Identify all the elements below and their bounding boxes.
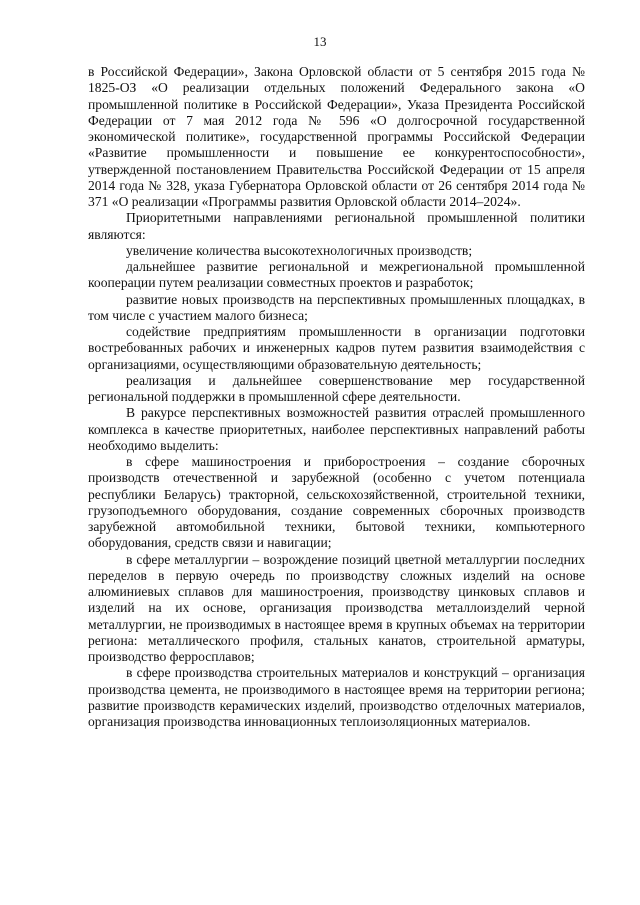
document-body <box>88 64 585 730</box>
list-item-metallurgy: в сфере металлургии – возрождение позиций цветной металлургии последних переделов в первую очередь по производству сложных изделий на основе алюминиевых сплавов для машиностроения, производству цинковых сплавов и изделий на их основе, организация производства металлоизделий черной металлургии, не производимых в настоящее время в крупных объемах на территории региона: металлического профиля, стальных канатов, строительной арматуры, производство ферросплавов; <box>88 551 585 664</box>
list-item-machine-building: в сфере машиностроения и приборостроения – создание сборочных производств отечественной и зарубежной (особенно с учетом потенциала республики Беларусь) тракторной, сельскохозяйственной, строительной техники, грузоподъемного оборудования, создание современных сборочных производств зарубежной автомобильной техники, бытовой техники, компьютерного оборудования, средств связи и навигации; <box>88 454 585 551</box>
paragraph-continuation: в Российской Федерации», Закона Орловской области от 5 сентября 2015 года № 1825-ОЗ «О реализации отдельных положений Федерального закона «О промышленной политике в Российской Федерации», Указа Президента Российской Федерации от 7 мая 2012 года № 596 «О долгосрочной государственной экономической политике», государственной программы Российской Федерации «Развитие промышленности и повышение ее конкурентоспособности», утвержденной постановлением Правительства Российской Федерации от 15 апреля 2014 года № 328, указа Губернатора Орловской области от 26 сентября 2014 года № 371 «О реализации «Программы развития Орловской области 2014–2024». <box>88 64 585 209</box>
paragraph-priorities-intro: Приоритетными направлениями региональной промышленной политики являются: <box>88 210 585 242</box>
list-item-construction-materials: в сфере производства строительных материалов и конструкций – организация производства цемента, не производимого в настоящее время на территории региона; развитие производств керамических изделий, производство отделочных материалов, организация производства инновационных теплоизоляционных материалов. <box>88 665 585 729</box>
list-item-priority-2: дальнейшее развитие региональной и межрегиональной промышленной кооперации путем реализации совместных проектов и разработок; <box>88 259 585 291</box>
list-item-priority-4: содействие предприятиям промышленности в организации подготовки востребованных рабочих и инженерных кадров путем развития взаимодействия с организациями, осуществляющими образовательную деятельность; <box>88 324 585 372</box>
list-item-priority-3: развитие новых производств на перспективных промышленных площадках, в том числе с участием малого бизнеса; <box>88 291 585 323</box>
paragraph-directions-intro: В ракурсе перспективных возможностей развития отраслей промышленного комплекса в качестве приоритетных, наиболее перспективных направлений работы необходимо выделить: <box>88 405 585 453</box>
list-item-priority-1: увеличение количества высокотехнологичных производств; <box>126 242 473 258</box>
list-item-priority-5: реализация и дальнейшее совершенствование мер государственной региональной поддержки в промышленной сфере деятельности. <box>88 372 585 404</box>
page-number: 13 <box>313 34 327 49</box>
